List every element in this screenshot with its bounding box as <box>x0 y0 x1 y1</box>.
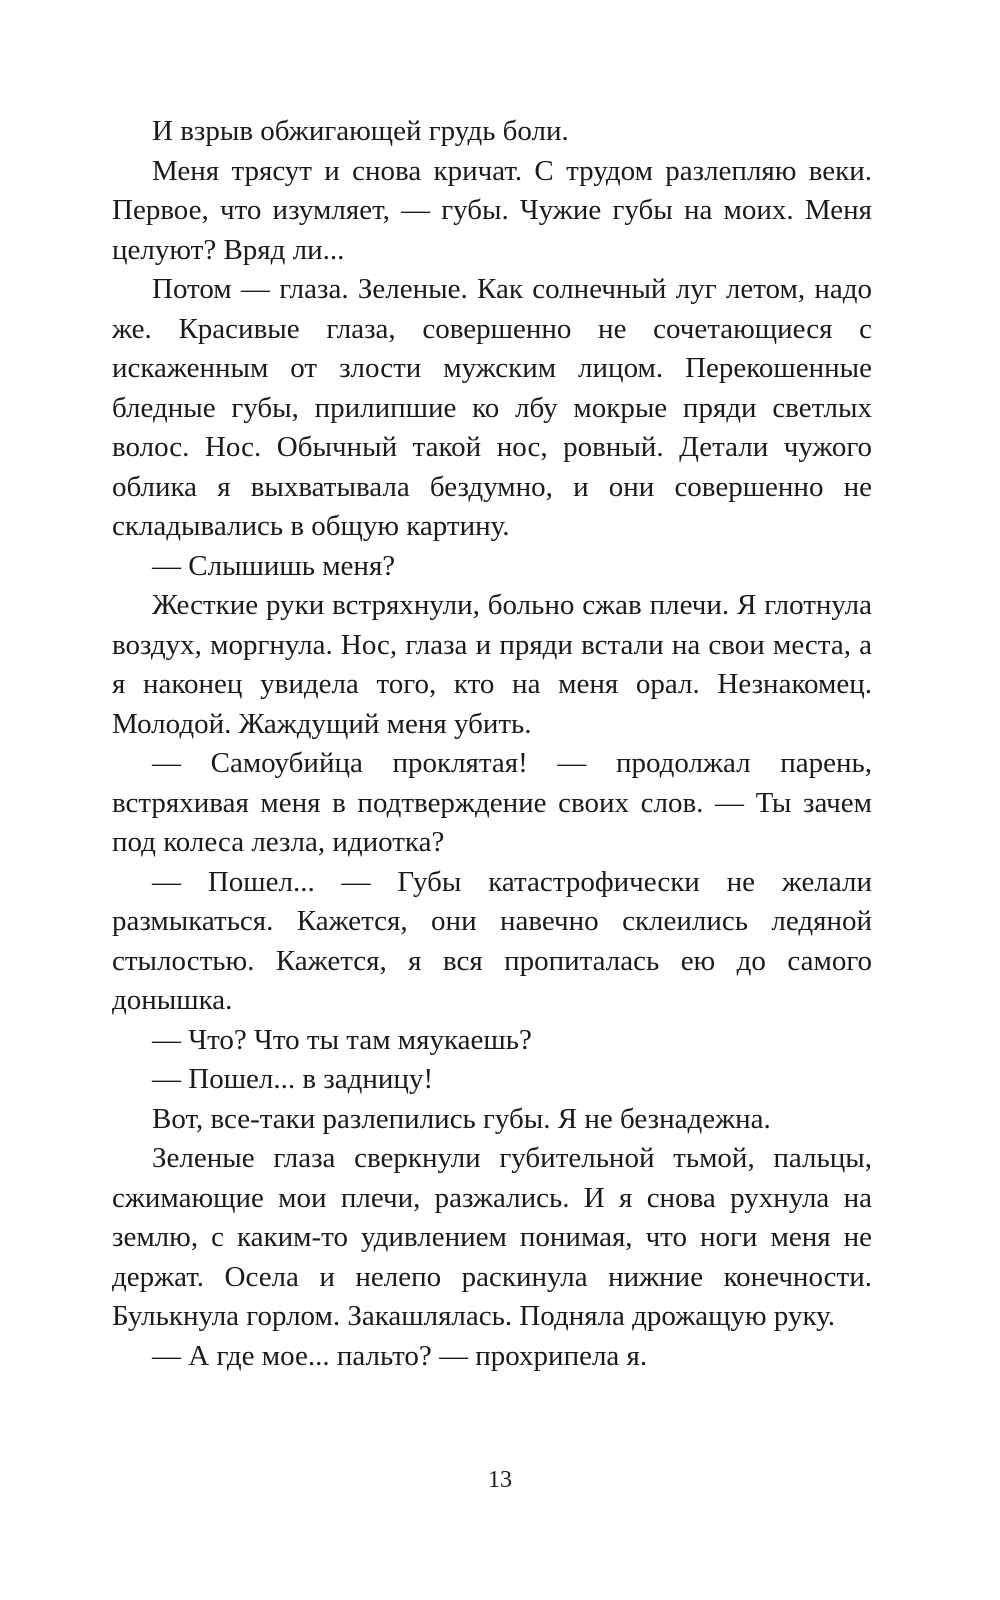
paragraph: — Что? Что ты там мяукаешь? <box>152 1023 532 1056</box>
paragraph: — Слышишь меня? <box>152 549 396 582</box>
paragraph: Меня трясут и снова кричат. С трудом разлепляю веки. Первое, что изумляет, — губы. Чужие губы на моих. Меня целуют? Вряд ли... <box>112 154 872 266</box>
page-number: 13 <box>488 1467 512 1493</box>
paragraph: — А где мое... пальто? — прохрипела я. <box>152 1339 648 1372</box>
paragraph: Жесткие руки встряхнули, больно сжав плечи. Я глотнула воздух, моргнула. Нос, глаза и пряди встали на свои места, а я наконец увидела того, кто на меня орал. Незнакомец. Молодой. Жаждущий меня убить. <box>112 589 872 740</box>
paragraph: И взрыв обжигающей грудь боли. <box>152 115 569 147</box>
paragraph: Зеленые глаза сверкнули губительной тьмой, пальцы, сжимающие мои плечи, разжались. И я снова рухнула на землю, с каким-то удивлением понимая, что ноги меня не держат. Осела и нелепо раскинула нижние конечности. Булькнула горлом. Закашлялась. Подняла дрожащую руку. <box>112 1142 872 1332</box>
paragraph: — Самоубийца проклятая! — продолжал парень, встряхивая меня в подтверждение своих слов. — Ты зачем под колеса лезла, идиотка? <box>112 747 872 858</box>
paragraph: Вот, все-таки разлепились губы. Я не безнадежна. <box>152 1102 771 1135</box>
paragraph: — Пошел... в задницу! <box>152 1063 434 1095</box>
page-text <box>112 112 872 1376</box>
paragraph: — Пошел... — Губы катастрофически не желали размыкаться. Кажется, они навечно склеились ледяной стылостью. Кажется, я вся пропиталась ею до самого донышка. <box>112 865 872 1016</box>
paragraph: Потом — глаза. Зеленые. Как солнечный луг летом, надо же. Красивые глаза, совершенно не сочетающиеся с искаженным от злости мужским лицом. Перекошенные бледные губы, прилипшие ко лбу мокрые пряди светлых волос. Нос. Обычный такой нос, ровный. Детали чужого облика я выхватывала бездумно, и они совершенно не складывались в общую картину. <box>112 273 872 542</box>
